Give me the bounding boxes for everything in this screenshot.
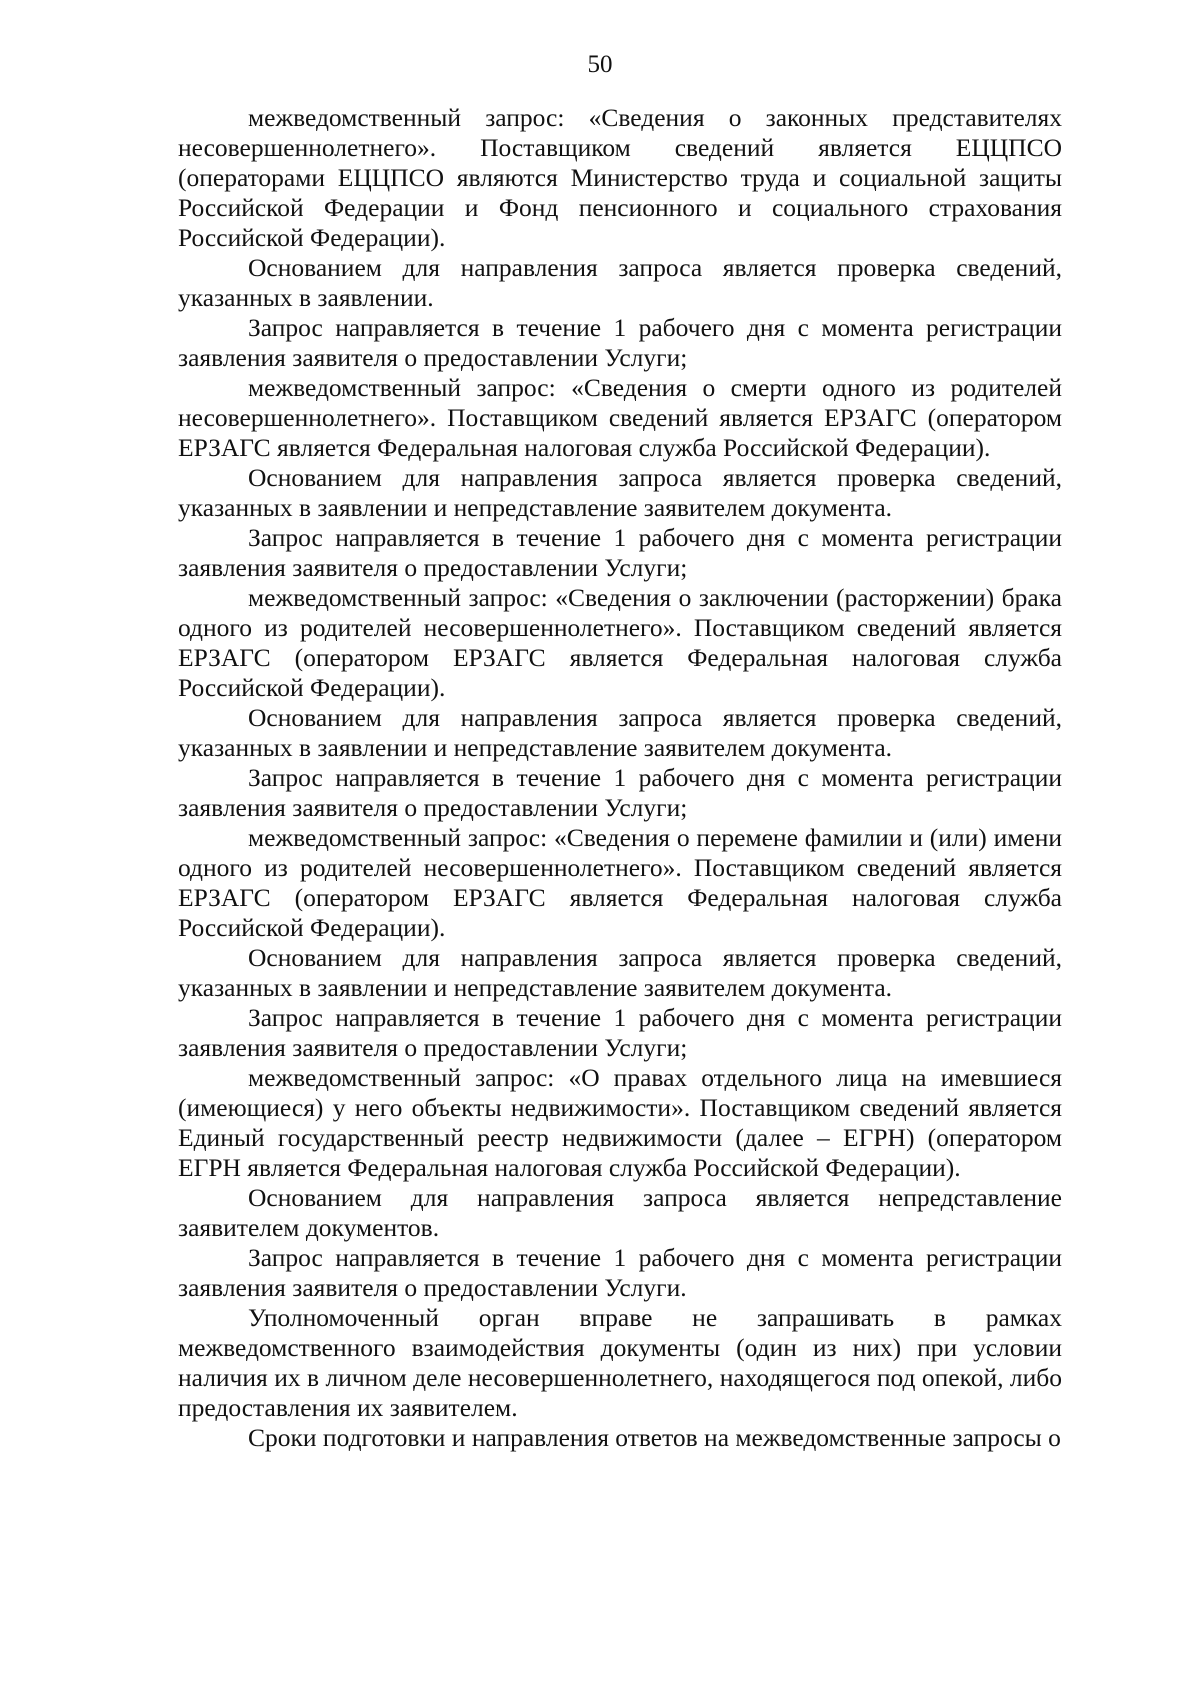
paragraph-10: межведомственный запрос: «Сведения о перемене фамилии и (или) имени одного из родителей несовершеннолетнего». Поставщиком сведений является ЕРЗАГС (оператором ЕРЗАГС является Федеральная налоговая служба Российской Федерации). bbox=[178, 823, 1062, 942]
paragraph-2: Основанием для направления запроса является проверка сведений, указанных в заявлении. bbox=[178, 253, 1062, 312]
paragraph-1: межведомственный запрос: «Сведения о законных представителях несовершеннолетнего». Поставщиком сведений является ЕЦЦПСО (операторами ЕЦЦПСО являются Министерство труда и социальной защиты Российской Федерации и Фонд пенсионного и социального страхования Российской Федерации). bbox=[178, 103, 1062, 252]
paragraph-7: межведомственный запрос: «Сведения о заключении (расторжении) брака одного из родителей несовершеннолетнего». Поставщиком сведений является ЕРЗАГС (оператором ЕРЗАГС является Федеральная налоговая служба Российской Федерации). bbox=[178, 583, 1062, 702]
page-number: 50 bbox=[587, 51, 613, 78]
paragraph-8: Основанием для направления запроса является проверка сведений, указанных в заявлении и непредставление заявителем документа. bbox=[178, 703, 1062, 762]
paragraph-15: Запрос направляется в течение 1 рабочего дня с момента регистрации заявления заявителя о предоставлении Услуги. bbox=[178, 1243, 1062, 1302]
paragraph-5: Основанием для направления запроса является проверка сведений, указанных в заявлении и непредставление заявителем документа. bbox=[178, 463, 1062, 522]
document-body bbox=[178, 103, 1062, 1453]
paragraph-17: Сроки подготовки и направления ответов на межведомственные запросы о bbox=[248, 1423, 1061, 1452]
paragraph-4: межведомственный запрос: «Сведения о смерти одного из родителей несовершеннолетнего». Поставщиком сведений является ЕРЗАГС (оператором ЕРЗАГС является Федеральная налоговая служба Российской Федерации). bbox=[178, 373, 1062, 462]
paragraph-6: Запрос направляется в течение 1 рабочего дня с момента регистрации заявления заявителя о предоставлении Услуги; bbox=[178, 523, 1062, 582]
paragraph-3: Запрос направляется в течение 1 рабочего дня с момента регистрации заявления заявителя о предоставлении Услуги; bbox=[178, 313, 1062, 372]
paragraph-11: Основанием для направления запроса является проверка сведений, указанных в заявлении и непредставление заявителем документа. bbox=[178, 943, 1062, 1002]
paragraph-14: Основанием для направления запроса является непредставление заявителем документов. bbox=[178, 1183, 1062, 1242]
paragraph-13: межведомственный запрос: «О правах отдельного лица на имевшиеся (имеющиеся) у него объекты недвижимости». Поставщиком сведений является Единый государственный реестр недвижимости (далее – ЕГРН) (оператором ЕГРН является Федеральная налоговая служба Российской Федерации). bbox=[178, 1063, 1062, 1182]
paragraph-16: Уполномоченный орган вправе не запрашивать в рамках межведомственного взаимодействия документы (один из них) при условии наличия их в личном деле несовершеннолетнего, находящегося под опекой, либо предоставления их заявителем. bbox=[178, 1303, 1062, 1422]
paragraph-9: Запрос направляется в течение 1 рабочего дня с момента регистрации заявления заявителя о предоставлении Услуги; bbox=[178, 763, 1062, 822]
paragraph-12: Запрос направляется в течение 1 рабочего дня с момента регистрации заявления заявителя о предоставлении Услуги; bbox=[178, 1003, 1062, 1062]
